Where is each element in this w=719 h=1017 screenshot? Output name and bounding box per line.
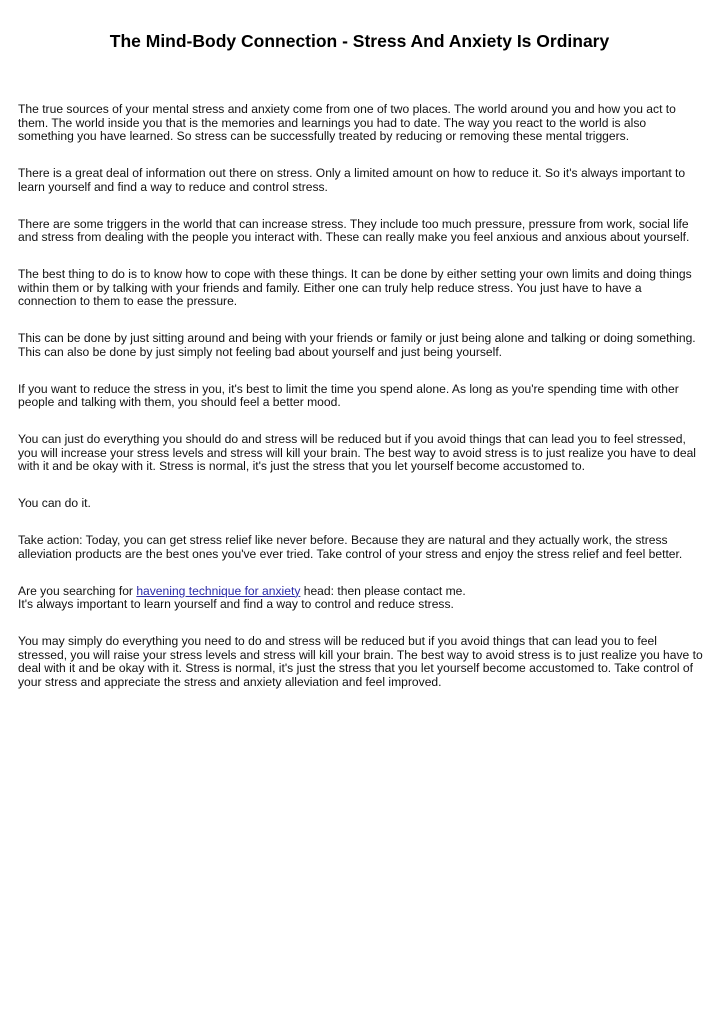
paragraph-line: alleviation products are the best ones you've ever tried. Take control of your stress and enjoy the stress relief and feel better.	[18, 546, 683, 561]
paragraph-line: This can also be done by just simply not feeling bad about yourself and just being yourself.	[18, 344, 503, 359]
paragraph-line: It's always important to learn yourself and find a way to control and reduce stress.	[18, 597, 454, 611]
paragraph-line: stressed, you will raise your stress levels and stress will kill your brain. The best way to avoid stress is to just realize you have to	[18, 647, 703, 662]
paragraph-line: within them or by talking with your friends and family. Either one can truly help reduce stress. You just have to have a	[18, 280, 642, 295]
paragraph-line: something you have learned. So stress can be successfully treated by reducing or removing these mental triggers.	[18, 129, 630, 143]
document-title: The Mind-Body Connection - Stress And Anxiety Is Ordinary	[109, 31, 610, 51]
paragraph-line: You can just do everything you should do and stress will be reduced but if you avoid things that can lead you to feel stressed,	[18, 432, 686, 446]
paragraph-2	[18, 167, 710, 194]
paragraph-line: them. The world inside you that is the memories and learnings you had to date. The way you react to the world is also	[18, 115, 647, 130]
paragraph-line: You can do it.	[18, 496, 91, 510]
paragraph-line: learn yourself and find a way to reduce and control stress.	[18, 179, 328, 194]
paragraph-line: you will increase your stress levels and stress will kill your brain. The best way to avoid stress is to just realize you have to deal	[18, 445, 696, 460]
document-body	[18, 103, 710, 713]
paragraph-10	[18, 585, 710, 612]
paragraph-line: You may simply do everything you need to do and stress will be reduced but if you avoid things that can lead you to feel	[18, 634, 657, 648]
paragraph-line: There are some triggers in the world that can increase stress. They include too much pressure, pressure from work, social life	[18, 216, 689, 231]
paragraph-5	[18, 332, 710, 359]
paragraph-line: people and talking with them, you should feel a better mood.	[18, 395, 341, 409]
paragraph-line: connection to them to ease the pressure.	[18, 294, 238, 308]
paragraph-line: your stress and appreciate the stress and anxiety alleviation and feel improved.	[18, 674, 442, 689]
paragraph-line: deal with it and be okay with it. Stress is normal, it's just the stress that you let yourself become accustomed to. Take control of	[18, 661, 693, 675]
paragraph-4	[18, 268, 710, 309]
link-line-before: Are you searching for	[18, 583, 137, 598]
paragraph-9	[18, 534, 710, 561]
link-line-after: head: then please contact me.	[300, 583, 466, 598]
paragraph-11	[18, 635, 710, 689]
paragraph-1	[18, 103, 710, 144]
paragraph-link-line	[18, 585, 710, 599]
paragraph-line: and stress from dealing with the people you interact with. These can really make you feel anxious and anxious about yourself.	[18, 230, 690, 244]
paragraph-7	[18, 433, 710, 474]
paragraph-line: with it and be okay with it. Stress is normal, it's just the stress that you let yourself become accustomed to.	[18, 459, 585, 473]
paragraph-line: The true sources of your mental stress and anxiety come from one of two places. The world around you and how you act to	[18, 102, 676, 116]
paragraph-6	[18, 383, 710, 410]
paragraph-line: If you want to reduce the stress in you, it's best to limit the time you spend alone. As long as you're spending time with other	[18, 381, 679, 396]
havening-technique-link[interactable]: havening technique for anxiety	[136, 583, 301, 598]
paragraph-8	[18, 497, 710, 511]
paragraph-line: This can be done by just sitting around and being with your friends or family or just being alone and talking or doing something.	[18, 331, 696, 345]
paragraph-line: Take action: Today, you can get stress relief like never before. Because they are natural and they actually work, the stress	[18, 533, 668, 547]
paragraph-line: The best thing to do is to know how to cope with these things. It can be done by either setting your own limits and doing things	[18, 267, 692, 281]
paragraph-line: There is a great deal of information out there on stress. Only a limited amount on how to reduce it. So it's always important to	[18, 166, 686, 180]
paragraph-3	[18, 218, 710, 245]
